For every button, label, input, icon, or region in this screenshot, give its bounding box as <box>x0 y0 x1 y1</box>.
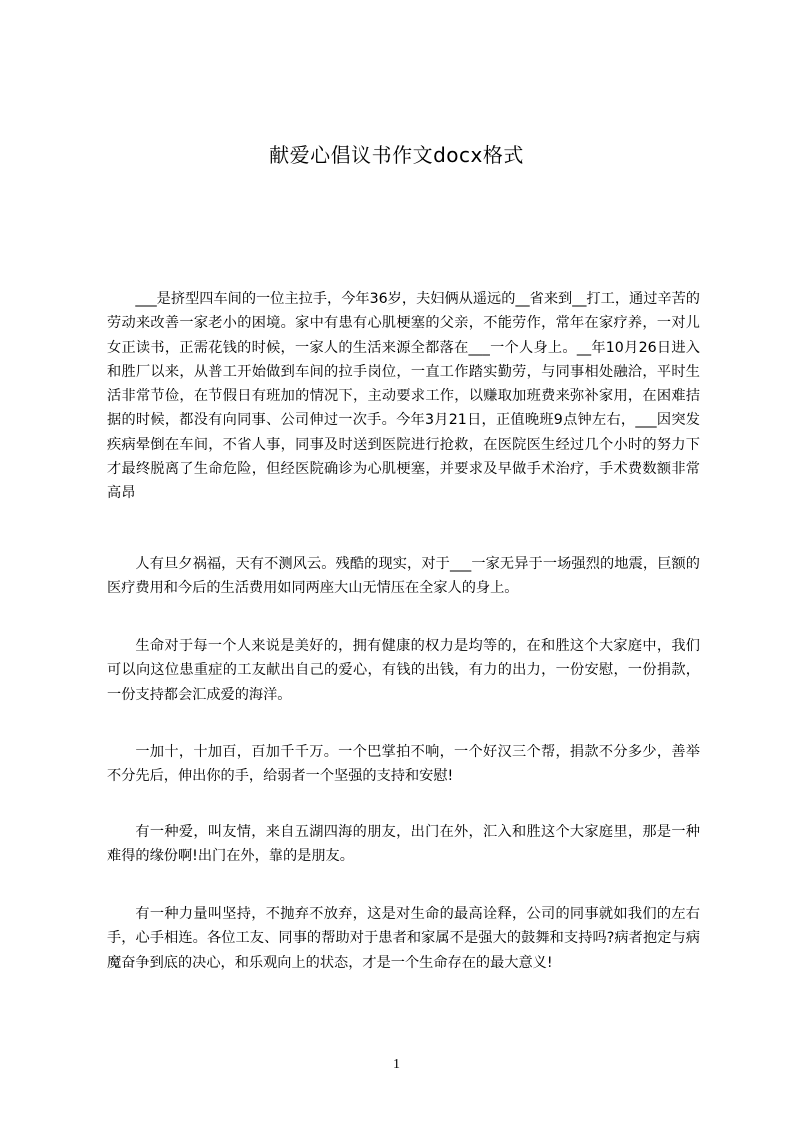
page-number: 1 <box>393 1057 400 1072</box>
paragraph-2: 人有旦夕祸福，天有不测风云。残酷的现实，对于___一家无异于一场强烈的地震，巨额的医疗费用和今后的生活费用如同两座大山无情压在全家人的身上。 <box>107 556 700 597</box>
paragraph-5: 有一种爱，叫友情，来自五湖四海的朋友，出门在外，汇入和胜这个大家庭里，那是一种难得的缘份啊!出门在外，靠的是朋友。 <box>107 824 700 865</box>
paragraph-4: 一加十，十加百，百加千千万。一个巴掌拍不响，一个好汉三个帮，捐款不分多少，善举不分先后，伸出你的手，给弱者一个坚强的支持和安慰! <box>107 744 700 785</box>
document-title: 献爱心倡议书作文docx格式 <box>269 143 524 167</box>
paragraph-1: ___是挤型四车间的一位主拉手，今年36岁，夫妇俩从遥远的__省来到__打工，通过辛苦的劳动来改善一家老小的困境。家中有患有心肌梗塞的父亲，不能劳作，常年在家疗养，一对儿女正读书，正需花钱的时候，一家人的生活来源全都落在___一个人身上。__年10月26日进入和胜厂以来，从普工开始做到车间的拉手岗位，一直工作踏实勤劳，与同事相处融洽，平时生活非常节俭，在节假日有班加的情况下，主动要求工作，以赚取加班费来弥补家用，在困难拮据的时候，都没有向同事、公司伸过一次手。今年3月21日，正值晚班9点钟左右，___因突发疾病晕倒在车间，不省人事，同事及时送到医院进行抢救，在医院医生经过几个小时的努力下才最终脱离了生命危险，但经医院确诊为心肌梗塞，并要求及早做手术治疗，手术费数额非常高昂 <box>107 291 700 502</box>
paragraph-6: 有一种力量叫坚持，不抛弃不放弃，这是对生命的最高诠释，公司的同事就如我们的左右手，心手相连。各位工友、同事的帮助对于患者和家属不是强大的鼓舞和支持吗?病者抱定与病魔奋争到底的决心，和乐观向上的状态，才是一个生命存在的最大意义! <box>107 906 700 971</box>
paragraph-3: 生命对于每一个人来说是美好的，拥有健康的权力是均等的，在和胜这个大家庭中，我们可以向这位患重症的工友献出自己的爱心，有钱的出钱，有力的出力，一份安慰，一份捐款，一份支持都会汇成爱的海洋。 <box>107 638 700 703</box>
